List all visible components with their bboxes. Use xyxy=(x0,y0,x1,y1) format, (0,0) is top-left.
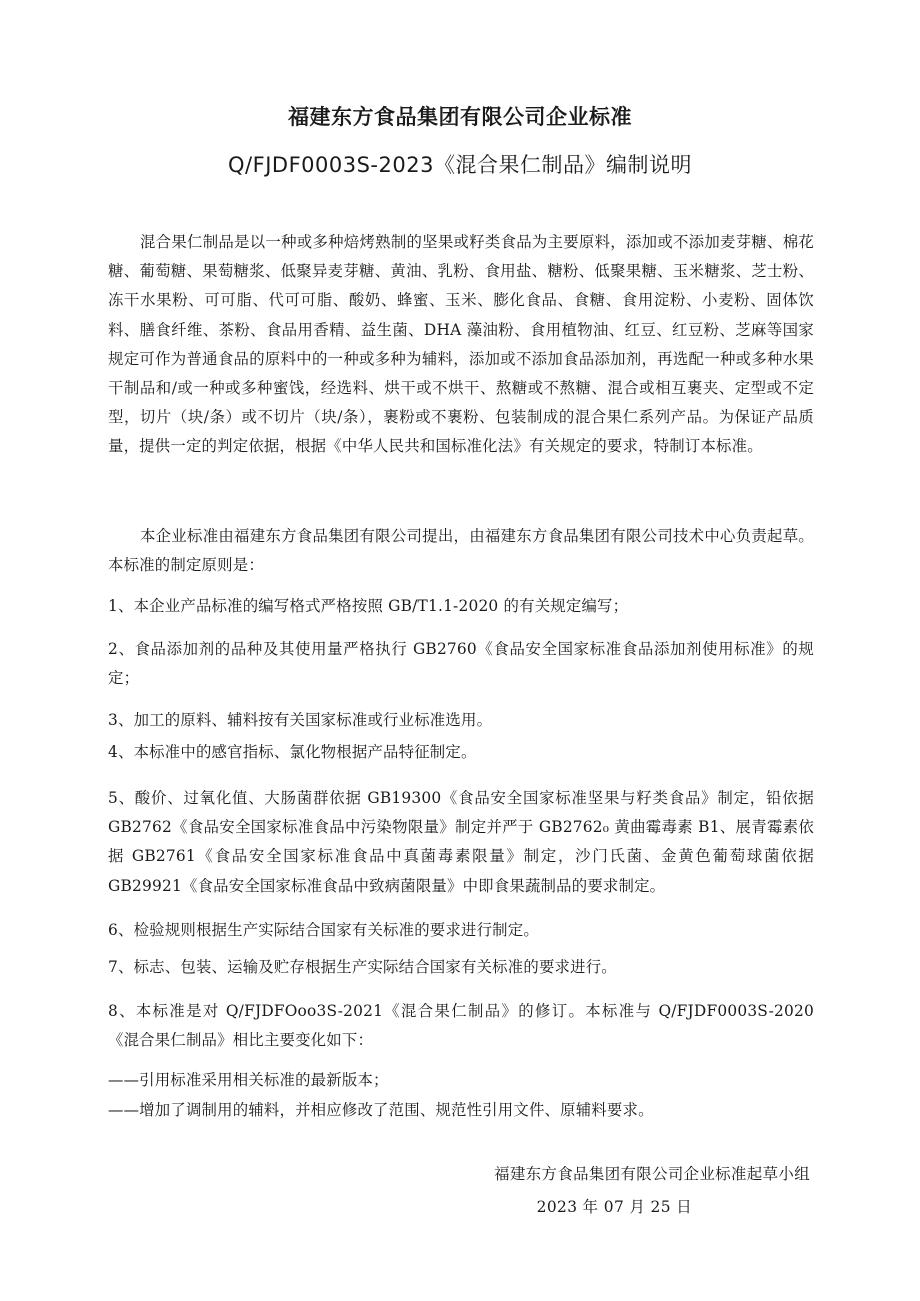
principle-item-2: 2、食品添加剂的品种及其使用量严格执行 GB2760《食品安全国家标准食品添加剂使用标准》的规定； xyxy=(108,640,814,688)
principle-item-3: 3、加工的原料、辅料按有关国家标准或行业标准选用。 xyxy=(108,711,493,729)
signature-date: 2023 年 07 月 25 日 xyxy=(536,1198,692,1216)
document-subtitle: Q/FJDF0003S-2023《混合果仁制品》编制说明 xyxy=(228,153,692,177)
principle-item-7: 7、标志、包装、运输及贮存根据生产实际结合国家有关标准的要求进行。 xyxy=(108,958,617,976)
principle-item-8: 8、本标准是对 Q/FJDFOoo3S-2021《混合果仁制品》的修订。本标准与 Q/FJDF0003S-2020《混合果仁制品》相比主要变化如下： xyxy=(108,1002,814,1050)
principle-item-6: 6、检验规则根据生产实际结合国家有关标准的要求进行制定。 xyxy=(108,921,539,939)
drafting-group-signature: 福建东方食品集团有限公司企业标准起草小组 xyxy=(494,1165,810,1183)
intro-paragraph: 混合果仁制品是以一种或多种焙烤熟制的坚果或籽类食品为主要原料，添加或不添加麦芽糖、棉花糖、葡萄糖、果萄糖浆、低聚异麦芽糖、黄油、乳粉、食用盐、糖粉、低聚果糖、玉米糖浆、芝士粉、冻干水果粉、可可脂、代可可脂、酸奶、蜂蜜、玉米、膨化食品、食糖、食用淀粉、小麦粉、固体饮料、膳食纤维、茶粉、食品用香精、益生菌、DHA 藻油粉、食用植物油、红豆、红豆粉、芝麻等国家规定可作为普通食品的原料中的一种或多种为辅料，添加或不添加食品添加剂，再选配一种或多种水果干制品和/或一种或多种蜜饯，经选料、烘干或不烘干、熬糖或不熬糖、混合或相互裹夹、定型或不定型，切片（块/条）或不切片（块/条），裹粉或不裹粉、包装制成的混合果仁系列产品。为保证产品质量，提供一定的判定依据，根据《中华人民共和国标准化法》有关规定的要求，特制订本标准。 xyxy=(108,233,814,456)
principle-item-1: 1、本企业产品标准的编写格式严格按照 GB/T1.1-2020 的有关规定编写； xyxy=(108,597,629,615)
origin-paragraph: 本企业标准由福建东方食品集团有限公司提出，由福建东方食品集团有限公司技术中心负责起草。本标准的制定原则是： xyxy=(108,527,814,575)
change-item-1: ——引用标准采用相关标准的最新版本； xyxy=(108,1071,389,1089)
document-title: 福建东方食品集团有限公司企业标准 xyxy=(288,105,632,129)
principle-item-4: 4、本标准中的感官指标、氯化物根据产品特征制定。 xyxy=(108,743,477,761)
change-item-2: ——增加了调制用的辅料，并相应修改了范围、规范性引用文件、原辅料要求。 xyxy=(108,1101,654,1119)
principle-item-5: 5、酸价、过氧化值、大肠菌群依据 GB19300《食品安全国家标准坚果与籽类食品》制定，铅依据 GB2762《食品安全国家标准食品中污染物限量》制定并严于 GB2762₀ 黄曲霉毒素 B1、展青霉素依据 GB2761《食品安全国家标准食品中真菌毒素限量》制定，沙门氏菌、金黄色葡萄球菌依据 GB29921《食品安全国家标准食品中致病菌限量》中即食果蔬制品的要求制定。 xyxy=(108,789,814,895)
